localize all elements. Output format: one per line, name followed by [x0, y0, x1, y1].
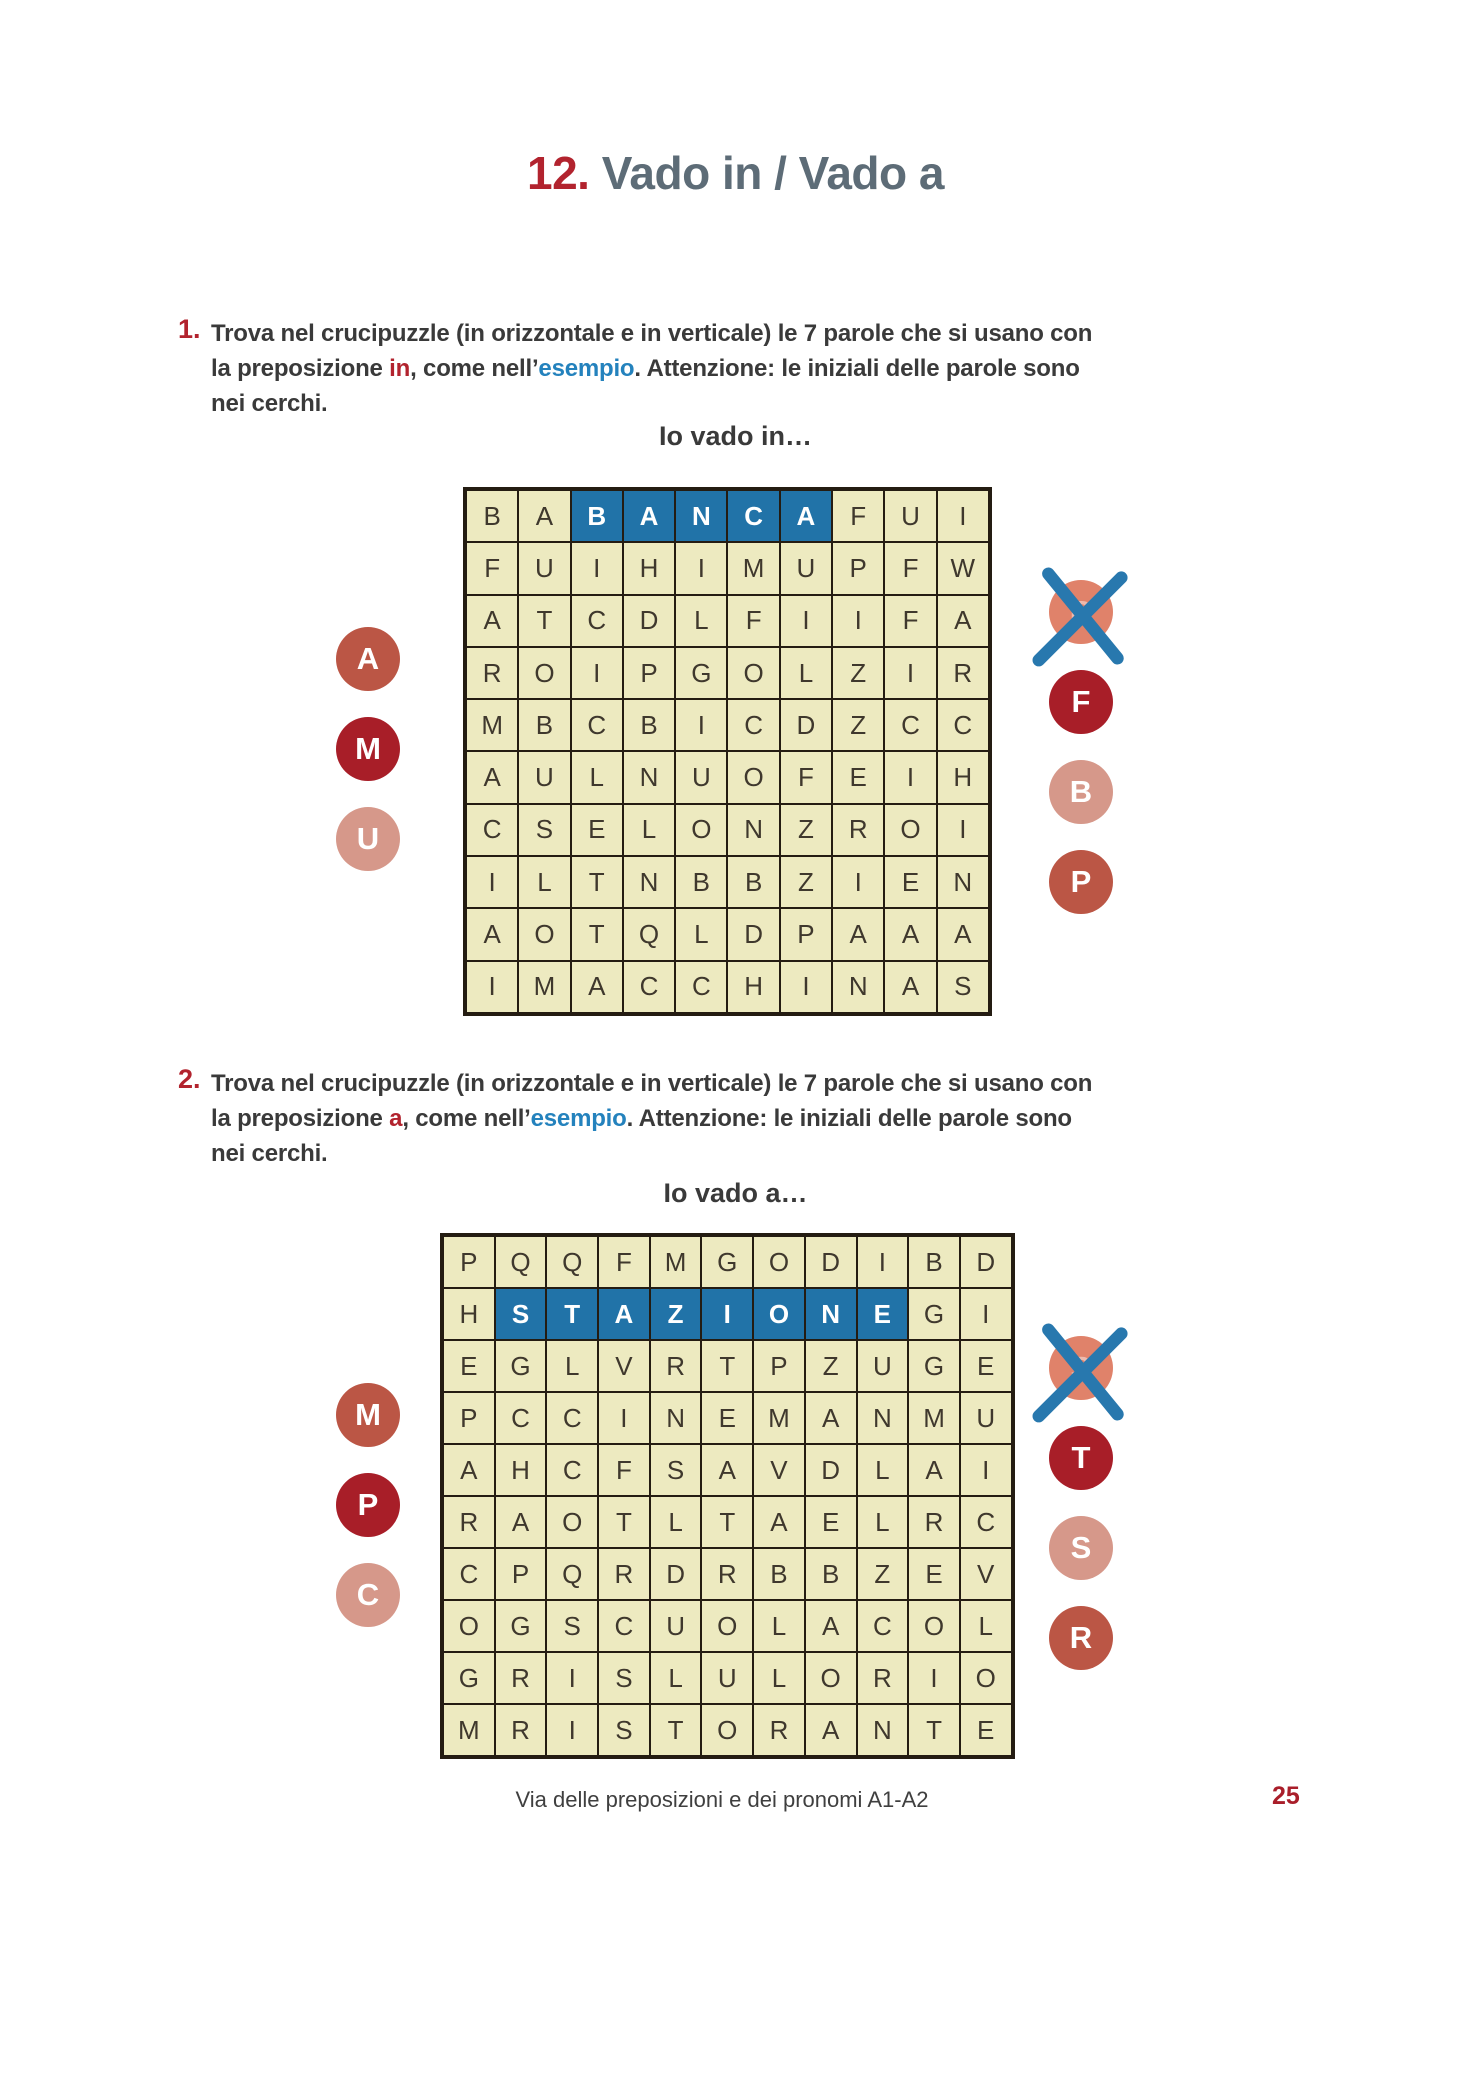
- grid-cell: N: [857, 1392, 909, 1444]
- grid-cell: L: [571, 751, 623, 803]
- page-number: 25: [1272, 1782, 1300, 1810]
- grid-cell: E: [443, 1340, 495, 1392]
- grid-cell: S: [598, 1652, 650, 1704]
- grid-cell: B: [518, 699, 570, 751]
- grid-cell: I: [884, 647, 936, 699]
- grid-cell: D: [623, 595, 675, 647]
- grid-cell: E: [571, 804, 623, 856]
- grid-cell: N: [937, 856, 989, 908]
- instruction-line-2: la preposizione in, come nell’esempio. Attenzione: le iniziali delle parole sono: [211, 355, 1080, 382]
- instruction-line-3: nei cerchi.: [211, 390, 328, 417]
- circle-letter: T: [1071, 1440, 1091, 1475]
- chapter-number: 12.: [527, 147, 590, 199]
- grid-cell: A: [623, 490, 675, 542]
- grid-cell: A: [518, 490, 570, 542]
- initial-letter-circle: [336, 1563, 400, 1627]
- grid-cell: I: [571, 647, 623, 699]
- circle-letter: S: [1070, 1350, 1092, 1385]
- grid-cell: T: [546, 1288, 598, 1340]
- grid-cell: I: [832, 595, 884, 647]
- circle-letter: S: [1070, 1530, 1092, 1565]
- grid-cell: O: [960, 1652, 1012, 1704]
- instruction-line-2: la preposizione a, come nell’esempio. Attenzione: le iniziali delle parole sono: [211, 1105, 1072, 1132]
- grid-cell: F: [884, 542, 936, 594]
- grid-cell: P: [495, 1548, 547, 1600]
- grid-cell: A: [832, 908, 884, 960]
- grid-cell: G: [443, 1652, 495, 1704]
- grid-cell: O: [518, 908, 570, 960]
- circle-letter: R: [1069, 1620, 1093, 1655]
- grid-cell: Z: [780, 856, 832, 908]
- grid-cell: C: [675, 961, 727, 1013]
- grid-cell: A: [466, 595, 518, 647]
- grid-cell: S: [598, 1704, 650, 1756]
- grid-cell: L: [753, 1600, 805, 1652]
- grid-cell: L: [518, 856, 570, 908]
- grid-cell: W: [937, 542, 989, 594]
- grid-cell: M: [727, 542, 779, 594]
- initial-letter-circle: [1049, 850, 1113, 914]
- grid-cell: L: [675, 595, 727, 647]
- grid-cell: T: [908, 1704, 960, 1756]
- grid-cell: T: [701, 1496, 753, 1548]
- grid-cell: L: [753, 1652, 805, 1704]
- grid-cell: I: [780, 595, 832, 647]
- grid-cell: M: [753, 1392, 805, 1444]
- initial-letter-circle: [1049, 670, 1113, 734]
- grid-cell: I: [937, 804, 989, 856]
- grid-cell: N: [805, 1288, 857, 1340]
- grid-cell: D: [650, 1548, 702, 1600]
- grid-cell: R: [495, 1652, 547, 1704]
- grid-cell: T: [571, 856, 623, 908]
- grid-cell: Q: [546, 1236, 598, 1288]
- grid-cell: O: [753, 1236, 805, 1288]
- grid-cell: A: [443, 1444, 495, 1496]
- grid-cell: O: [884, 804, 936, 856]
- circle-letter: M: [355, 731, 381, 766]
- circle-letter: B: [1069, 594, 1093, 629]
- grid-cell: C: [598, 1600, 650, 1652]
- grid-cell: I: [857, 1236, 909, 1288]
- grid-cell: B: [753, 1548, 805, 1600]
- grid-cell: L: [623, 804, 675, 856]
- grid-cell: L: [675, 908, 727, 960]
- circle-letter: B: [1069, 774, 1093, 809]
- exercise-number: 1.: [178, 314, 201, 344]
- puzzle-heading-2: Io vado a…: [663, 1178, 808, 1208]
- grid-cell: E: [805, 1496, 857, 1548]
- grid-cell: I: [546, 1652, 598, 1704]
- grid-cell: Q: [623, 908, 675, 960]
- grid-cell: B: [908, 1236, 960, 1288]
- grid-cell: N: [623, 751, 675, 803]
- grid-cell: I: [701, 1288, 753, 1340]
- word-search-grid-1: [463, 487, 992, 1016]
- grid-cell: F: [466, 542, 518, 594]
- grid-cell: O: [727, 647, 779, 699]
- grid-cell: E: [701, 1392, 753, 1444]
- grid-cell: B: [805, 1548, 857, 1600]
- grid-cell: A: [805, 1704, 857, 1756]
- instruction-line-1: Trova nel crucipuzzle (in orizzontale e in verticale) le 7 parole che si usano con: [211, 1070, 1093, 1097]
- initial-letter-circle: [336, 807, 400, 871]
- preposition-word: in: [389, 355, 411, 382]
- grid-cell: E: [960, 1340, 1012, 1392]
- grid-cell: O: [518, 647, 570, 699]
- grid-cell: M: [908, 1392, 960, 1444]
- initial-circles-left-2: [336, 1383, 400, 1627]
- exercise-instructions: [211, 1066, 1253, 1171]
- grid-cell: A: [598, 1288, 650, 1340]
- grid-cell: C: [960, 1496, 1012, 1548]
- grid-cell: F: [598, 1444, 650, 1496]
- grid-cell: L: [857, 1496, 909, 1548]
- grid-cell: A: [466, 908, 518, 960]
- grid-cell: B: [571, 490, 623, 542]
- initial-letter-circle: [336, 717, 400, 781]
- grid-cell: E: [832, 751, 884, 803]
- grid-cell: G: [495, 1340, 547, 1392]
- grid-cell: B: [623, 699, 675, 751]
- grid-cell: P: [623, 647, 675, 699]
- circle-letter: P: [357, 1487, 379, 1522]
- page-title: [0, 146, 1471, 200]
- grid-cell: Z: [805, 1340, 857, 1392]
- grid-cell: G: [675, 647, 727, 699]
- grid-cell: N: [623, 856, 675, 908]
- grid-cell: P: [832, 542, 884, 594]
- grid-cell: R: [650, 1340, 702, 1392]
- grid-cell: A: [466, 751, 518, 803]
- exercise-number: 2.: [178, 1064, 201, 1094]
- grid-cell: F: [780, 751, 832, 803]
- grid-cell: S: [546, 1600, 598, 1652]
- grid-cell: T: [598, 1496, 650, 1548]
- grid-cell: M: [518, 961, 570, 1013]
- grid-cell: H: [937, 751, 989, 803]
- grid-cell: R: [598, 1548, 650, 1600]
- initial-letter-circle: [1049, 760, 1113, 824]
- circle-letter: U: [356, 821, 380, 856]
- grid-cell: A: [571, 961, 623, 1013]
- cross-mark-icon: [1033, 1324, 1129, 1420]
- grid-cell: G: [908, 1288, 960, 1340]
- crossed-out-initial-circle: [1049, 580, 1113, 644]
- grid-cell: A: [780, 490, 832, 542]
- grid-cell: I: [960, 1288, 1012, 1340]
- grid-cell: N: [675, 490, 727, 542]
- grid-cell: L: [546, 1340, 598, 1392]
- grid-cell: B: [466, 490, 518, 542]
- grid-cell: C: [546, 1392, 598, 1444]
- grid-cell: C: [495, 1392, 547, 1444]
- grid-cell: A: [937, 595, 989, 647]
- grid-cell: R: [753, 1704, 805, 1756]
- grid-cell: G: [495, 1600, 547, 1652]
- grid-cell: H: [727, 961, 779, 1013]
- initial-circles-right-1: [1049, 580, 1113, 914]
- grid-cell: Q: [546, 1548, 598, 1600]
- grid-cell: Z: [650, 1288, 702, 1340]
- grid-cell: T: [518, 595, 570, 647]
- grid-cell: I: [466, 856, 518, 908]
- grid-cell: A: [805, 1392, 857, 1444]
- grid-cell: O: [701, 1600, 753, 1652]
- grid-cell: C: [623, 961, 675, 1013]
- grid-cell: U: [518, 751, 570, 803]
- grid-cell: I: [937, 490, 989, 542]
- grid-cell: O: [908, 1600, 960, 1652]
- grid-cell: U: [650, 1600, 702, 1652]
- chapter-title: Vado in / Vado a: [601, 147, 944, 199]
- grid-cell: O: [546, 1496, 598, 1548]
- grid-cell: E: [960, 1704, 1012, 1756]
- grid-cell: S: [518, 804, 570, 856]
- example-word: esempio: [530, 1105, 627, 1132]
- grid-cell: R: [701, 1548, 753, 1600]
- grid-cell: L: [960, 1600, 1012, 1652]
- grid-cell: C: [466, 804, 518, 856]
- grid-cell: Q: [495, 1236, 547, 1288]
- grid-cell: N: [832, 961, 884, 1013]
- word-search-grid-2: [440, 1233, 1015, 1759]
- grid-cell: C: [727, 490, 779, 542]
- grid-cell: I: [675, 542, 727, 594]
- grid-cell: D: [805, 1236, 857, 1288]
- grid-cell: N: [727, 804, 779, 856]
- grid-cell: S: [495, 1288, 547, 1340]
- instruction-line-1: Trova nel crucipuzzle (in orizzontale e in verticale) le 7 parole che si usano con: [211, 320, 1093, 347]
- grid-cell: A: [805, 1600, 857, 1652]
- grid-cell: L: [857, 1444, 909, 1496]
- grid-cell: I: [884, 751, 936, 803]
- grid-cell: Z: [832, 699, 884, 751]
- grid-cell: I: [675, 699, 727, 751]
- book-footer: Via delle preposizioni e dei pronomi A1-A2: [515, 1787, 929, 1812]
- grid-cell: P: [443, 1392, 495, 1444]
- grid-cell: Z: [780, 804, 832, 856]
- grid-cell: E: [857, 1288, 909, 1340]
- grid-cell: P: [753, 1340, 805, 1392]
- grid-cell: L: [650, 1652, 702, 1704]
- grid-cell: V: [753, 1444, 805, 1496]
- grid-cell: A: [884, 908, 936, 960]
- exercise-2: [178, 1066, 1253, 1171]
- grid-cell: D: [805, 1444, 857, 1496]
- grid-cell: T: [571, 908, 623, 960]
- grid-cell: N: [857, 1704, 909, 1756]
- grid-cell: H: [443, 1288, 495, 1340]
- instruction-line-3: nei cerchi.: [211, 1140, 328, 1167]
- cross-mark-icon: [1033, 568, 1129, 664]
- grid-cell: R: [908, 1496, 960, 1548]
- grid-cell: M: [650, 1236, 702, 1288]
- grid-cell: C: [937, 699, 989, 751]
- grid-cell: U: [518, 542, 570, 594]
- grid-cell: I: [546, 1704, 598, 1756]
- grid-cell: U: [857, 1340, 909, 1392]
- circle-letter: P: [1070, 864, 1092, 899]
- grid-cell: R: [832, 804, 884, 856]
- grid-cell: F: [727, 595, 779, 647]
- grid-cell: R: [937, 647, 989, 699]
- grid-cell: I: [466, 961, 518, 1013]
- circle-letter: C: [356, 1577, 380, 1612]
- puzzle-heading-1: Io vado in…: [658, 421, 812, 451]
- grid-cell: M: [443, 1704, 495, 1756]
- initial-letter-circle: [336, 1473, 400, 1537]
- grid-cell: U: [884, 490, 936, 542]
- grid-cell: U: [675, 751, 727, 803]
- grid-cell: I: [908, 1652, 960, 1704]
- grid-cell: D: [960, 1236, 1012, 1288]
- circle-letter: F: [1071, 684, 1091, 719]
- grid-cell: S: [650, 1444, 702, 1496]
- circle-letter: M: [355, 1397, 381, 1432]
- initial-letter-circle: [1049, 1606, 1113, 1670]
- grid-cell: C: [727, 699, 779, 751]
- grid-cell: Z: [857, 1548, 909, 1600]
- grid-cell: O: [727, 751, 779, 803]
- grid-cell: A: [495, 1496, 547, 1548]
- grid-cell: I: [960, 1444, 1012, 1496]
- grid-cell: Z: [832, 647, 884, 699]
- grid-cell: F: [884, 595, 936, 647]
- grid-cell: F: [598, 1236, 650, 1288]
- exercise-1: [178, 316, 1253, 421]
- grid-cell: E: [908, 1548, 960, 1600]
- grid-cell: U: [960, 1392, 1012, 1444]
- grid-cell: V: [960, 1548, 1012, 1600]
- grid-cell: B: [675, 856, 727, 908]
- grid-cell: V: [598, 1340, 650, 1392]
- grid-cell: C: [571, 699, 623, 751]
- grid-cell: A: [908, 1444, 960, 1496]
- grid-cell: A: [937, 908, 989, 960]
- circle-letter: A: [356, 641, 380, 676]
- crossed-out-initial-circle: [1049, 1336, 1113, 1400]
- grid-cell: O: [443, 1600, 495, 1652]
- grid-cell: H: [623, 542, 675, 594]
- grid-cell: R: [495, 1704, 547, 1756]
- grid-cell: U: [780, 542, 832, 594]
- grid-cell: R: [466, 647, 518, 699]
- grid-cell: N: [650, 1392, 702, 1444]
- initial-letter-circle: [336, 627, 400, 691]
- grid-cell: O: [805, 1652, 857, 1704]
- initial-letter-circle: [336, 1383, 400, 1447]
- grid-cell: C: [443, 1548, 495, 1600]
- grid-cell: C: [571, 595, 623, 647]
- grid-cell: D: [727, 908, 779, 960]
- grid-cell: D: [780, 699, 832, 751]
- initial-letter-circle: [1049, 1516, 1113, 1580]
- grid-cell: P: [780, 908, 832, 960]
- grid-cell: O: [675, 804, 727, 856]
- grid-cell: C: [546, 1444, 598, 1496]
- grid-cell: B: [727, 856, 779, 908]
- grid-cell: E: [884, 856, 936, 908]
- grid-cell: T: [701, 1340, 753, 1392]
- grid-cell: I: [598, 1392, 650, 1444]
- grid-cell: F: [832, 490, 884, 542]
- initial-circles-right-2: [1049, 1336, 1113, 1670]
- grid-cell: G: [701, 1236, 753, 1288]
- grid-cell: C: [884, 699, 936, 751]
- grid-cell: G: [908, 1340, 960, 1392]
- exercise-instructions: [211, 316, 1253, 421]
- grid-cell: L: [650, 1496, 702, 1548]
- grid-cell: O: [753, 1288, 805, 1340]
- grid-cell: C: [857, 1600, 909, 1652]
- grid-cell: A: [753, 1496, 805, 1548]
- grid-cell: P: [443, 1236, 495, 1288]
- grid-cell: A: [884, 961, 936, 1013]
- grid-cell: S: [937, 961, 989, 1013]
- grid-cell: R: [857, 1652, 909, 1704]
- grid-cell: A: [701, 1444, 753, 1496]
- preposition-word: a: [389, 1105, 403, 1132]
- grid-cell: O: [701, 1704, 753, 1756]
- grid-cell: U: [701, 1652, 753, 1704]
- grid-cell: T: [650, 1704, 702, 1756]
- example-word: esempio: [538, 355, 635, 382]
- grid-cell: I: [571, 542, 623, 594]
- grid-cell: R: [443, 1496, 495, 1548]
- grid-cell: L: [780, 647, 832, 699]
- grid-cell: I: [832, 856, 884, 908]
- grid-cell: I: [780, 961, 832, 1013]
- initial-letter-circle: [1049, 1426, 1113, 1490]
- initial-circles-left-1: [336, 627, 400, 871]
- grid-cell: H: [495, 1444, 547, 1496]
- grid-cell: M: [466, 699, 518, 751]
